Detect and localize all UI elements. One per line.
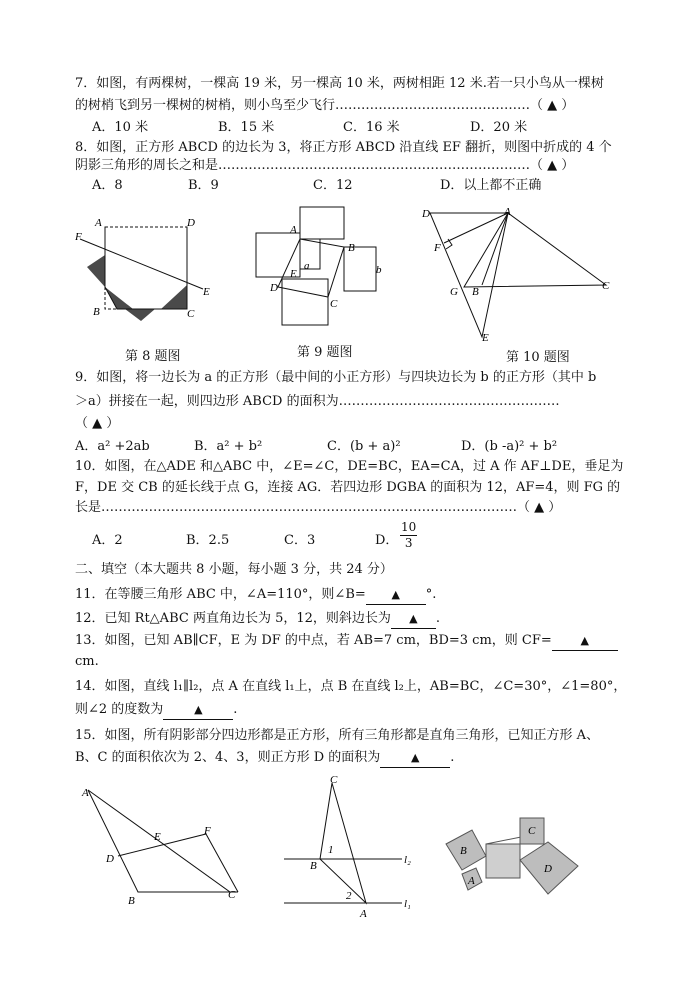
- q9-line2: ＞a）拼接在一起，则四边形 ABCD 的面积为……………………………………………: [75, 394, 560, 409]
- fig9-label: a: [304, 260, 310, 272]
- fig9-caption: 第 9 题图: [297, 345, 353, 360]
- q10-line2: F，DE 交 CB 的延长线于点 G，连接 AG．若四边形 DGBA 的面积为 12，AF=4，则 FG 的: [75, 480, 621, 495]
- fig9-label: C: [330, 298, 338, 310]
- figure-14: [280, 775, 420, 920]
- fig10-label: F: [434, 242, 441, 254]
- q7-line1: 7．如图，有两棵树，一棵高 19 米，另一棵高 10 米，两树相距 12 米.若一只小鸟从一棵树: [75, 76, 604, 91]
- q14-text: 则∠2 的度数为: [75, 702, 164, 717]
- fig13-label: E: [154, 831, 161, 843]
- fig8-shade-right: [161, 285, 187, 309]
- fig8-shade-bottom: [125, 309, 155, 321]
- q15-line1: 15．如图，所有阴影部分四边形都是正方形，所有三角形都是直角三角形，已知正方形 A、: [75, 728, 600, 743]
- fig10-caption: 第 10 题图: [506, 350, 570, 365]
- q10-option-d-fraction: [400, 520, 417, 551]
- fig8-label: A: [95, 217, 102, 229]
- q9-option-b: B．a² + b²: [194, 439, 263, 454]
- q15-tail: .: [450, 750, 455, 765]
- figure-8: [75, 215, 215, 330]
- fig13-label: B: [128, 895, 135, 907]
- q13: [75, 632, 618, 651]
- figure-10: [420, 205, 615, 345]
- fraction-denominator: 3: [404, 536, 413, 550]
- fig10-label: G: [450, 286, 458, 298]
- fig8-shade-left: [87, 255, 105, 287]
- fig15-label: B: [460, 845, 467, 857]
- fig15-label: C: [528, 825, 536, 837]
- fig8-label: E: [203, 286, 210, 298]
- figure-13: [78, 780, 248, 910]
- q10-option-a: A．2: [92, 533, 123, 548]
- q9-option-c: C．(b + a)²: [327, 439, 401, 454]
- q13-text: 13．如图，已知 AB∥CF，E 为 DF 的中点，若 AB=7 cm，BD=3 cm，则 CF=: [75, 633, 552, 648]
- fig8-shade-bottom-left: [105, 287, 133, 309]
- q11: [75, 586, 436, 605]
- fig14-label: 2: [346, 890, 352, 902]
- fig10-label: C: [602, 280, 610, 292]
- q12: [75, 610, 440, 629]
- q10-option-b: B．2.5: [186, 533, 230, 548]
- q10-option-c: C．3: [284, 533, 316, 548]
- q7-line2: 的树梢飞到另一棵树的树梢，则小鸟至少飞行………………………………………（ ▲ ）: [75, 98, 575, 113]
- q14-line2: [75, 701, 237, 720]
- q7-option-a: A．10 米: [92, 120, 149, 135]
- figure-15: [440, 808, 590, 898]
- fig9-label: A: [290, 224, 297, 236]
- q12-tail: .: [435, 611, 441, 626]
- q8-option-a: A．8: [92, 178, 123, 193]
- q11-answer-blank[interactable]: ▲: [366, 586, 426, 605]
- fig13-label: F: [204, 825, 211, 837]
- q9-option-d: D．(b -a)² + b²: [461, 439, 558, 454]
- q8-option-c: C．12: [313, 178, 353, 193]
- section-2-heading: 二、填空（本大题共 8 小题，每小题 3 分，共 24 分）: [75, 562, 393, 577]
- fig10-label: E: [482, 332, 489, 344]
- q10-line3: 长是……………………………………………………………………………………（ ▲ ）: [75, 500, 562, 515]
- fig9-label: b: [376, 264, 382, 276]
- q14-answer-blank[interactable]: ▲: [163, 701, 233, 720]
- fig9-label: E: [290, 268, 297, 280]
- q11-text: 11．在等腰三角形 ABC 中，∠A=110°，则∠B=: [75, 587, 366, 602]
- fig13-label: D: [106, 853, 114, 865]
- q7-option-b: B．15 米: [218, 120, 275, 135]
- fig9-label: B: [348, 242, 355, 254]
- q9-line1: 9．如图，将一边长为 a 的正方形（最中间的小正方形）与四块边长为 b 的正方形（其中 b: [75, 370, 597, 385]
- q11-tail: °.: [425, 587, 437, 602]
- q12-text: 12．已知 Rt△ABC 两直角边长为 5，12，则斜边长为: [75, 611, 391, 626]
- fig14-label: A: [360, 908, 367, 920]
- q14-line1: 14．如图，直线 l₁∥l₂，点 A 在直线 l₁上，点 B 在直线 l₂上，AB=BC，∠C=30°，∠1=80°，: [75, 679, 627, 694]
- fig14-label: C: [330, 775, 338, 786]
- q12-answer-blank[interactable]: ▲: [391, 610, 436, 629]
- figure-9: [250, 205, 390, 330]
- fig13-label: C: [228, 889, 236, 901]
- q15-answer-blank[interactable]: ▲: [380, 749, 450, 768]
- q9-option-a: A．a² +2ab: [75, 439, 150, 454]
- q7-option-c: C．16 米: [343, 120, 400, 135]
- q10-option-d: D．: [375, 533, 399, 548]
- q14-tail: .: [233, 702, 238, 717]
- fig8-caption: 第 8 题图: [125, 349, 181, 364]
- q7-option-d: D．20 米: [470, 120, 528, 135]
- fig8-label: D: [187, 217, 195, 229]
- q8-option-b: B．9: [188, 178, 219, 193]
- fig14-label: l₁: [404, 898, 411, 910]
- fig9-label: D: [270, 282, 278, 294]
- fig13-label: A: [82, 787, 89, 799]
- fig10-label: B: [472, 286, 479, 298]
- fig8-label: F: [75, 231, 82, 243]
- fig10-label: A: [504, 206, 511, 218]
- q9-line3: （ ▲ ）: [75, 416, 120, 431]
- fig14-label: l₂: [404, 854, 411, 866]
- fraction-numerator: 10: [401, 520, 417, 534]
- fig8-label: C: [187, 308, 195, 320]
- q13-answer-blank[interactable]: ▲: [552, 632, 618, 651]
- q8-option-d: D．以上都不正确: [440, 178, 542, 193]
- fig15-label: D: [544, 863, 552, 875]
- fig10-label: D: [422, 208, 430, 220]
- q15-text: B、C 的面积依次为 2、4、3，则正方形 D 的面积为: [75, 750, 381, 765]
- fig14-label: B: [310, 860, 317, 872]
- q13-line2: cm.: [75, 654, 99, 669]
- q8-line1: 8．如图，正方形 ABCD 的边长为 3，将正方形 ABCD 沿直线 EF 翻折，则图中折成的 4 个: [75, 140, 612, 155]
- fig14-label: 1: [328, 844, 334, 856]
- q8-line2: 阴影三角形的周长之和是………………………………………………………………（ ▲ ）: [75, 158, 575, 173]
- q15-line2: [75, 749, 454, 768]
- q10-line1: 10．如图，在△ADE 和△ABC 中，∠E=∠C，DE=BC，EA=CA，过 A 作 AF⊥DE，垂足为: [75, 459, 624, 474]
- fig15-label: A: [468, 875, 475, 887]
- fig8-label: B: [93, 306, 100, 318]
